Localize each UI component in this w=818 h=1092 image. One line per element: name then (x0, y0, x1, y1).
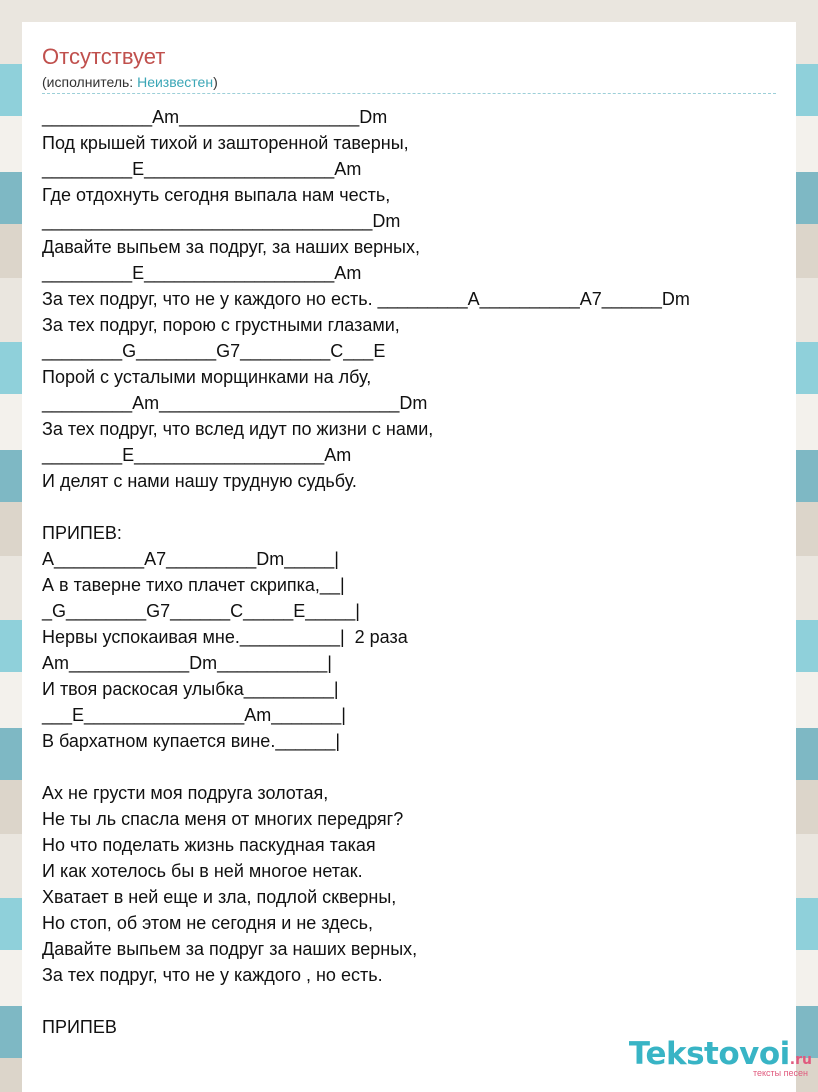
byline-suffix: ) (213, 74, 218, 90)
lyric-line: И как хотелось бы в ней многое нетак. (42, 861, 363, 881)
lyric-line: Но что поделать жизнь паскудная такая (42, 835, 376, 855)
lyric-line: За тех подруг, порою с грустными глазами, (42, 315, 400, 335)
lyric-line: За тех подруг, что не у каждого но есть. _________A__________A7______Dm (42, 289, 690, 309)
lyric-line: Давайте выпьем за подруг за наших верных, (42, 939, 418, 959)
lyric-line: Давайте выпьем за подруг, за наших верных, (42, 237, 420, 257)
byline-prefix: (исполнитель: (42, 74, 138, 90)
logo-tagline: тексты песен (752, 1068, 808, 1078)
lyric-line: ПРИПЕВ: (42, 523, 122, 543)
lyric-line: _________Am________________________Dm (42, 393, 428, 413)
lyric-line: За тех подруг, что вслед идут по жизни с нами, (42, 419, 434, 439)
logo-name: Tekstovoi (628, 1036, 790, 1072)
lyric-line: _G________G7______C_____E_____| (42, 601, 360, 621)
lyric-line: Am____________Dm___________| (42, 653, 332, 673)
title-divider (42, 93, 776, 94)
lyric-line: Хватает в ней еще и зла, подлой скверны, (42, 887, 397, 907)
lyric-line: _________E___________________Am (42, 159, 362, 179)
lyrics-text (42, 104, 818, 1040)
lyric-line: ________G________G7_________C___E (42, 341, 386, 361)
lyrics-card (22, 22, 796, 1092)
site-logo[interactable] (628, 1036, 812, 1078)
lyric-line: Под крышей тихой и зашторенной таверны, (42, 133, 409, 153)
lyric-line: А в таверне тихо плачет скрипка,__| (42, 575, 345, 595)
lyric-line: В бархатном купается вине.______| (42, 731, 341, 751)
lyric-line: И делят с нами нашу трудную судьбу. (42, 471, 357, 491)
lyric-line: ________E___________________Am (42, 445, 352, 465)
lyric-line: Порой с усталыми морщинками на лбу, (42, 367, 372, 387)
song-title: Отсутствует (42, 44, 166, 69)
lyric-line: ___E________________Am_______| (42, 705, 346, 725)
lyric-line: Но стоп, об этом не сегодня и не здесь, (42, 913, 374, 933)
lyric-line: _________E___________________Am (42, 263, 362, 283)
artist-byline (42, 74, 218, 90)
lyric-line: За тех подруг, что не у каждого , но есть. (42, 965, 383, 985)
lyric-line: _________________________________Dm (42, 211, 401, 231)
lyric-line: Нервы успокаивая мне.__________| 2 раза (42, 627, 408, 647)
lyric-line: Не ты ль спасла меня от многих передряг? (42, 809, 404, 829)
lyric-line: ПРИПЕВ (42, 1017, 117, 1037)
lyric-line: Где отдохнуть сегодня выпала нам честь, (42, 185, 391, 205)
lyric-line: ___________Am__________________Dm (42, 107, 388, 127)
lyric-line: A_________A7_________Dm_____| (42, 549, 339, 569)
lyric-line: И твоя раскосая улыбка_________| (42, 679, 339, 699)
lyric-line: Ах не грусти моя подруга золотая, (42, 783, 329, 803)
logo-tld: .ru (789, 1052, 812, 1068)
artist-link[interactable]: Неизвестен (137, 74, 214, 90)
